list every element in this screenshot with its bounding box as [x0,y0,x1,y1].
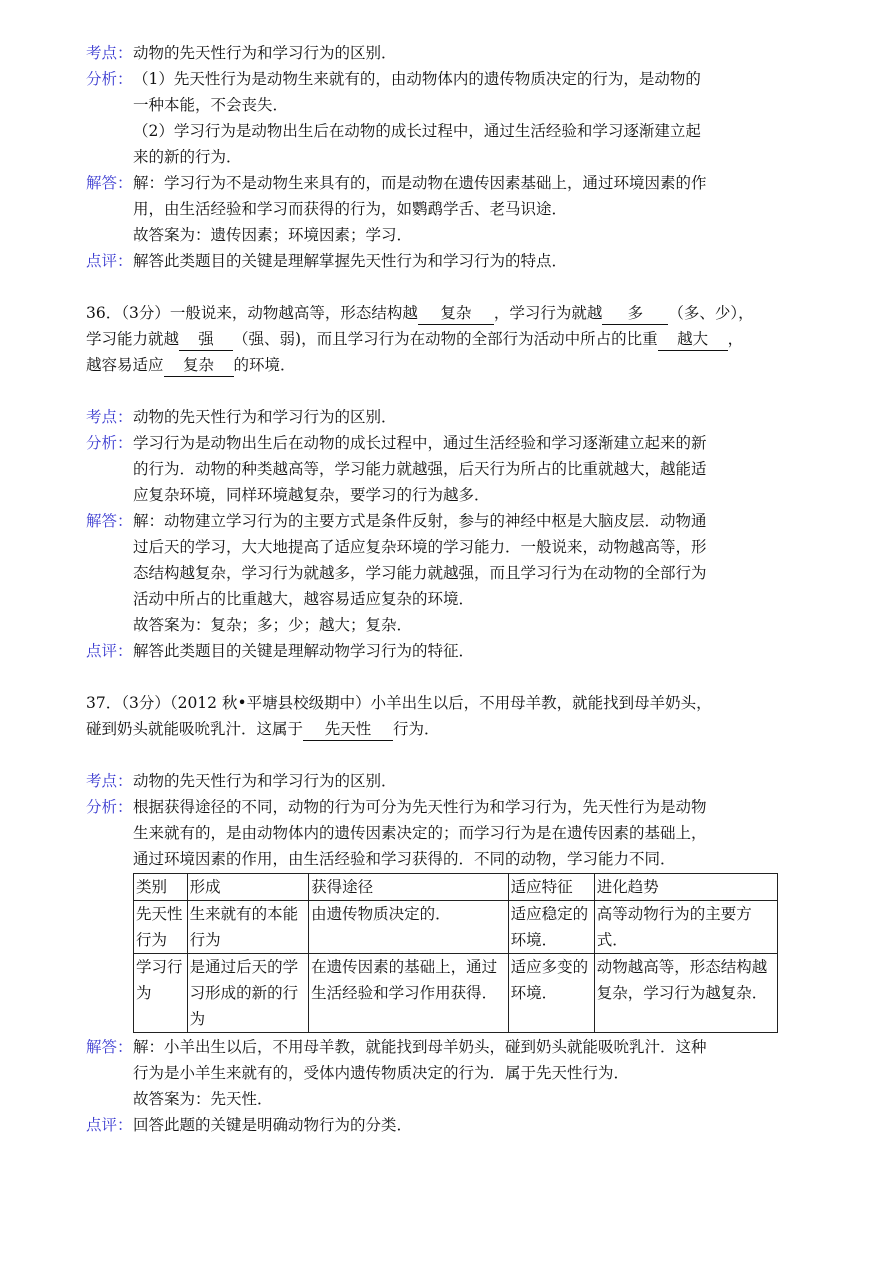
fenxi-row [86,66,786,170]
table-header: 适应特征 [508,874,594,901]
jieda-line: 活动中所占的比重越大，越容易适应复杂的环境． [133,590,475,608]
question-37 [86,690,786,742]
kaodian-row [86,404,786,430]
question-text: 越容易适应 [86,356,164,374]
answer-blank: 强 [179,328,233,351]
kaodian-text: 动物的先天性行为和学习行为的区别． [133,408,397,426]
jieda-row [86,508,786,638]
fenxi-label: 分析： [86,434,133,452]
dianping-row [86,1112,786,1138]
table-header-row [134,874,778,901]
dianping-text: 解答此类题目的关键是理解动物学习行为的特征． [133,642,475,660]
question-text: （强、弱)，而且学习行为在动物的全部行为活动中所占的比重 [233,330,658,348]
fenxi-line: 根据获得途径的不同，动物的行为可分为先天性行为和学习行为，先天性行为是动物 [133,798,707,816]
fenxi-line: 一种本能，不会丧失． [133,96,289,114]
fenxi-line: （2）学习行为是动物出生后在动物的成长过程中，通过生活经验和学习逐渐建立起 [133,122,701,140]
answer-line: 故答案为：遗传因素；环境因素；学习． [133,226,413,244]
dianping-label: 点评： [86,252,133,270]
table-cell: 是通过后天的学习形成的新的行为 [187,954,309,1033]
table-cell: 适应多变的环境． [508,954,594,1033]
question-text: ， [727,330,744,348]
jieda-line: 解：学习行为不是动物生来具有的，而是动物在遗传因素基础上，通过环境因素的作 [133,174,707,192]
answer-line: 故答案为：复杂；多；少；越大；复杂． [133,616,413,634]
table-header: 获得途径 [309,874,508,901]
table-cell: 由遗传物质决定的． [309,901,508,954]
kaodian-row [86,768,786,794]
question-text: 学习能力就越 [86,330,180,348]
fenxi-line: 应复杂环境，同样环境越复杂，要学习的行为越多． [133,486,490,504]
question-text: 的环境． [233,356,296,374]
kaodian-text: 动物的先天性行为和学习行为的区别． [133,44,397,62]
page [86,40,786,1138]
question-text: 36．（3分）一般说来，动物越高等，形态结构越 [86,304,418,322]
question-36 [86,300,786,378]
comparison-table [133,873,778,1033]
jieda-label: 解答： [86,1038,133,1056]
question-text: 37．（3分）（2012 秋•平塘县校级期中）小羊出生以后，不用母羊教，就能找到母羊奶头， [86,694,712,712]
table-header: 类别 [134,874,188,901]
table-row [134,901,778,954]
jieda-label: 解答： [86,512,133,530]
jieda-row [86,170,786,248]
table-header: 进化趋势 [594,874,777,901]
table-cell: 生来就有的本能行为 [187,901,309,954]
answer-blank: 先天性 [303,718,393,741]
fenxi-line: 通过环境因素的作用，由生活经验和学习获得的．不同的动物，学习能力不同． [133,850,676,868]
fenxi-line: 的行为．动物的种类越高等，学习能力就越强，后天行为所占的比重就越大，越能适 [133,460,707,478]
jieda-line: 过后天的学习，大大地提高了适应复杂环境的学习能力．一般说来，动物越高等，形 [133,538,707,556]
fenxi-line: 学习行为是动物出生后在动物的成长过程中，通过生活经验和学习逐渐建立起来的新 [133,434,707,452]
jieda-row [86,1034,786,1112]
dianping-row [86,638,786,664]
jieda-line: 行为是小羊生来就有的，受体内遗传物质决定的行为．属于先天性行为． [133,1064,630,1082]
dianping-label: 点评： [86,1116,133,1134]
fenxi-line: 生来就有的，是由动物体内的遗传因素决定的；而学习行为是在遗传因素的基础上， [133,824,707,842]
jieda-line: 解：小羊出生以后，不用母羊教，就能找到母羊奶头，碰到奶头就能吸吮乳汁．这种 [133,1038,707,1056]
fenxi-label: 分析： [86,70,133,88]
fenxi-row [86,430,786,508]
table-row [134,954,778,1033]
question-text: 行为． [393,720,440,738]
table-cell: 先天性行为 [134,901,188,954]
dianping-text: 解答此类题目的关键是理解掌握先天性行为和学习行为的特点． [133,252,568,270]
fenxi-line: 来的新的行为． [133,148,242,166]
table-cell: 在遗传因素的基础上，通过生活经验和学习作用获得． [309,954,508,1033]
kaodian-label: 考点： [86,44,133,62]
kaodian-row [86,40,786,66]
table-cell: 动物越高等，形态结构越复杂，学习行为越复杂． [594,954,777,1033]
table-cell: 高等动物行为的主要方式． [594,901,777,954]
dianping-row [86,248,786,274]
fenxi-label: 分析： [86,798,133,816]
jieda-line: 解：动物建立学习行为的主要方式是条件反射，参与的神经中枢是大脑皮层．动物通 [133,512,707,530]
answer-blank: 复杂 [164,354,234,377]
answer-blank: 越大 [658,328,728,351]
jieda-line: 用，由生活经验和学习而获得的行为，如鹦鹉学舌、老马识途． [133,200,568,218]
kaodian-label: 考点： [86,772,133,790]
kaodian-text: 动物的先天性行为和学习行为的区别． [133,772,397,790]
table-cell: 学习行为 [134,954,188,1033]
dianping-text: 回答此题的关键是明确动物行为的分类． [133,1116,413,1134]
question-text: ，学习行为就越 [493,304,603,322]
dianping-label: 点评： [86,642,133,660]
fenxi-line: （1）先天性行为是动物生来就有的，由动物体内的遗传物质决定的行为，是动物的 [133,70,701,88]
table-cell: 适应稳定的环境． [508,901,594,954]
jieda-line: 态结构越复杂，学习行为就越多，学习能力就越强，而且学习行为在动物的全部行为 [133,564,707,582]
table-header: 形成 [187,874,309,901]
kaodian-label: 考点： [86,408,133,426]
answer-blank: 多 [602,302,668,325]
answer-line: 故答案为：先天性． [133,1090,273,1108]
jieda-label: 解答： [86,174,133,192]
fenxi-row [86,794,786,1034]
answer-blank: 复杂 [418,302,494,325]
question-text: （多、少）， [668,304,754,322]
question-text: 碰到奶头就能吸吮乳汁．这属于 [86,720,304,738]
